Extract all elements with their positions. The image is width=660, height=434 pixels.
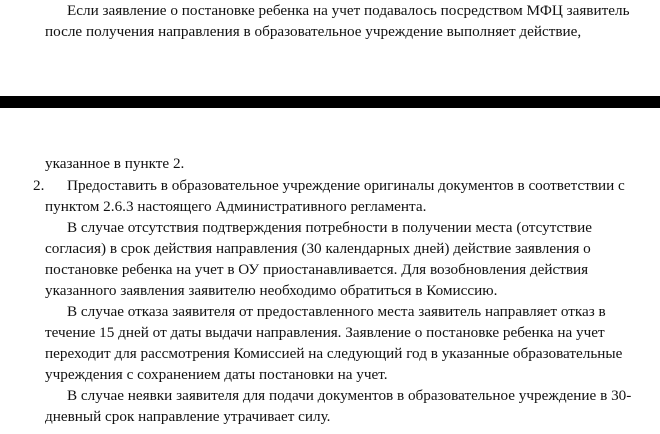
text-line: учреждения с сохранением даты постановки на учет. <box>45 366 388 383</box>
text-line: согласия) в срок действия направления (30 календарных дней) действие заявления о <box>45 240 591 257</box>
text-line: Предоставить в образовательное учреждение оригиналы документов в соответствии с <box>67 177 625 194</box>
continuation-line: указанное в пункте 2. <box>45 155 185 172</box>
text-line: указанного заявления заявителю необходимо обратиться в Комиссию. <box>45 282 498 299</box>
text-line: В случае отсутствия подтверждения потребности в получении места (отсутствие <box>67 219 592 236</box>
text-line: В случае неявки заявителя для подачи документов в образовательное учреждение в 30- <box>67 387 632 404</box>
text-line: течение 15 дней от даты выдачи направления. Заявление о постановке ребенка на учет <box>45 324 605 341</box>
text-line: пунктом 2.6.3 настоящего Административного регламента. <box>45 198 427 215</box>
list-item-number: 2. <box>33 177 45 194</box>
text-line: после получения направления в образовательное учреждение выполняет действие, <box>45 23 582 40</box>
page-break-bar <box>0 96 660 108</box>
text-line: Если заявление о постановке ребенка на учет подавалось посредством МФЦ заявитель <box>67 2 630 19</box>
text-line: переходит для рассмотрения Комиссией на следующий год в указанные образовательные <box>45 345 623 362</box>
text-line: В случае отказа заявителя от предоставленного места заявитель направляет отказ в <box>67 303 606 320</box>
text-line: постановке ребенка на учет в ОУ приостанавливается. Для возобновления действия <box>45 261 589 278</box>
text-line: дневный срок направление утрачивает силу. <box>45 408 331 425</box>
